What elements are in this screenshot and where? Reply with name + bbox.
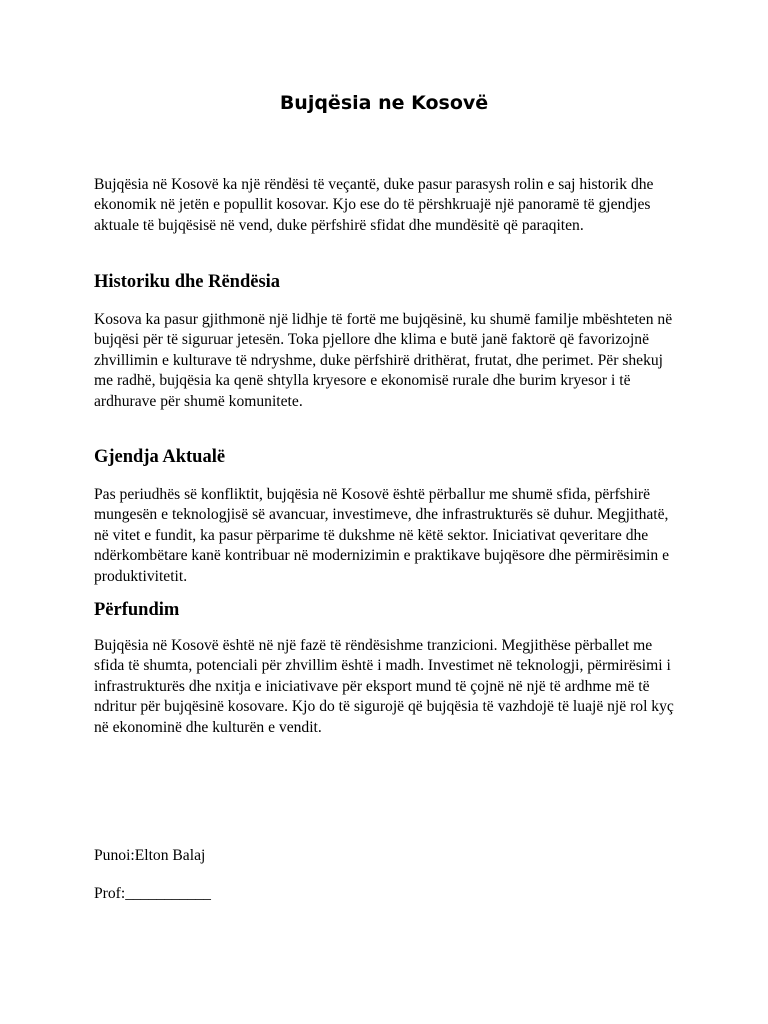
- document-title: Bujqësia ne Kosovë: [279, 92, 489, 114]
- section-paragraph-perfundim: Bujqësia në Kosovë është në një fazë të rëndësishme tranzicioni. Megjithëse përballet me sfida të shumta, potenciali për zhvillim është i madh. Investimet në teknologji, përmirësimi i infrastrukturës dhe nxitja e iniciativave për eksport mund të çojnë në një të ardhme më të ndritur për bujqësinë kosovare. Kjo do të sigurojë që bujqësia të vazhdojë të luajë një rol kyç në ekonominë dhe kulturën e vendit.: [94, 637, 674, 736]
- section-paragraph-historiku: Kosova ka pasur gjithmonë një lidhje të fortë me bujqësinë, ku shumë familje mbështeten në bujqësi për të siguruar jetesën. Toka pjellore dhe klima e butë janë faktorë që favorizojnë zhvillimin e kulturave të ndryshme, duke përfshirë drithërat, frutat, dhe perimet. Për shekuj me radhë, bujqësia ka qenë shtylla kryesore e ekonomisë rurale dhe burim kryesor i të ardhurave për shumë komunitete.: [94, 311, 673, 410]
- section-paragraph-gjendja: Pas periudhës së konfliktit, bujqësia në Kosovë është përballur me shumë sfida, përfshirë mungesën e teknologjisë së avancuar, investimeve, dhe infrastrukturës së duhur. Megjithatë, në vitet e fundit, ka pasur përparime të dukshme në këtë sektor. Iniciativat qeveritare dhe ndërkombëtare kanë kontribuar në modernizimin e praktikave bujqësore dhe përmirësimin e produktivitetit.: [94, 486, 670, 585]
- section-heading-gjendja: Gjendja Aktualë: [94, 447, 226, 467]
- author-line: Punoi:Elton Balaj: [94, 847, 206, 864]
- section-heading-perfundim: Përfundim: [94, 600, 180, 620]
- section-heading-historiku: Historiku dhe Rëndësia: [94, 272, 281, 292]
- professor-line: Prof:___________: [94, 885, 211, 902]
- intro-paragraph: Bujqësia në Kosovë ka një rëndësi të veçantë, duke pasur parasysh rolin e saj historik dhe ekonomik në jetën e popullit kosovar. Kjo ese do të përshkruajë një panoramë të gjendjes aktuale të bujqësisë në vend, duke përfshirë sfidat dhe mundësitë që paraqiten.: [94, 176, 654, 234]
